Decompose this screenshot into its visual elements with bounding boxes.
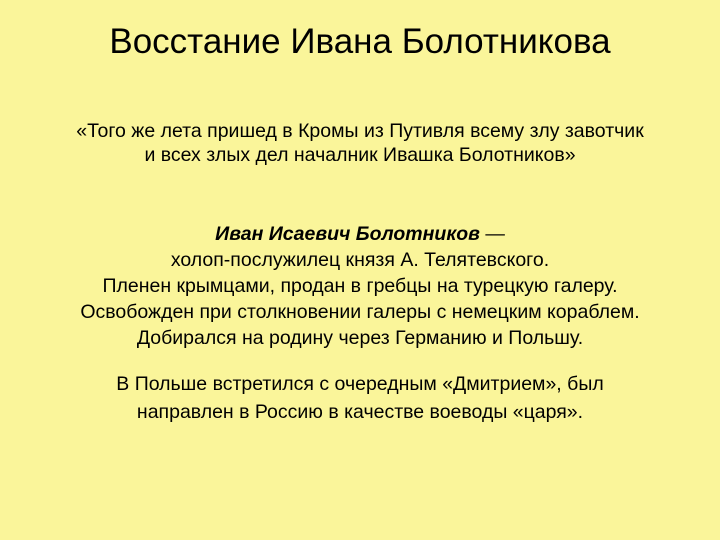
- bio-line-5: Добирался на родину через Германию и Польшу.: [136, 327, 584, 349]
- bio-line-4: Освобожден при столкновении галеры с немецким кораблем.: [80, 301, 640, 323]
- biography-block: [0, 221, 720, 351]
- slide-title: Восстание Ивана Болотникова: [109, 22, 611, 61]
- bio-name: Иван Исаевич Болотников: [215, 223, 480, 245]
- poland-line-1: В Польше встретился с очередным «Дмитрием», был: [116, 373, 604, 395]
- bio-line-3: Пленен крымцами, продан в гребцы на турецкую галеру.: [102, 275, 618, 297]
- bio-line-2: холоп-послужилец князя А. Телятевского.: [170, 249, 550, 271]
- quote-line-2: и всех злых дел началник Ивашка Болотников»: [144, 144, 576, 166]
- quote-line-1: «Того же лета пришед в Кромы из Путивля всему злу завотчик: [76, 120, 644, 142]
- chronicle-quote: [10, 119, 710, 167]
- bio-dash: —: [479, 223, 505, 245]
- bio-name-line: [0, 221, 720, 247]
- poland-paragraph: [0, 370, 720, 426]
- poland-line-2: направлен в Россию в качестве воеводы «царя».: [136, 401, 584, 423]
